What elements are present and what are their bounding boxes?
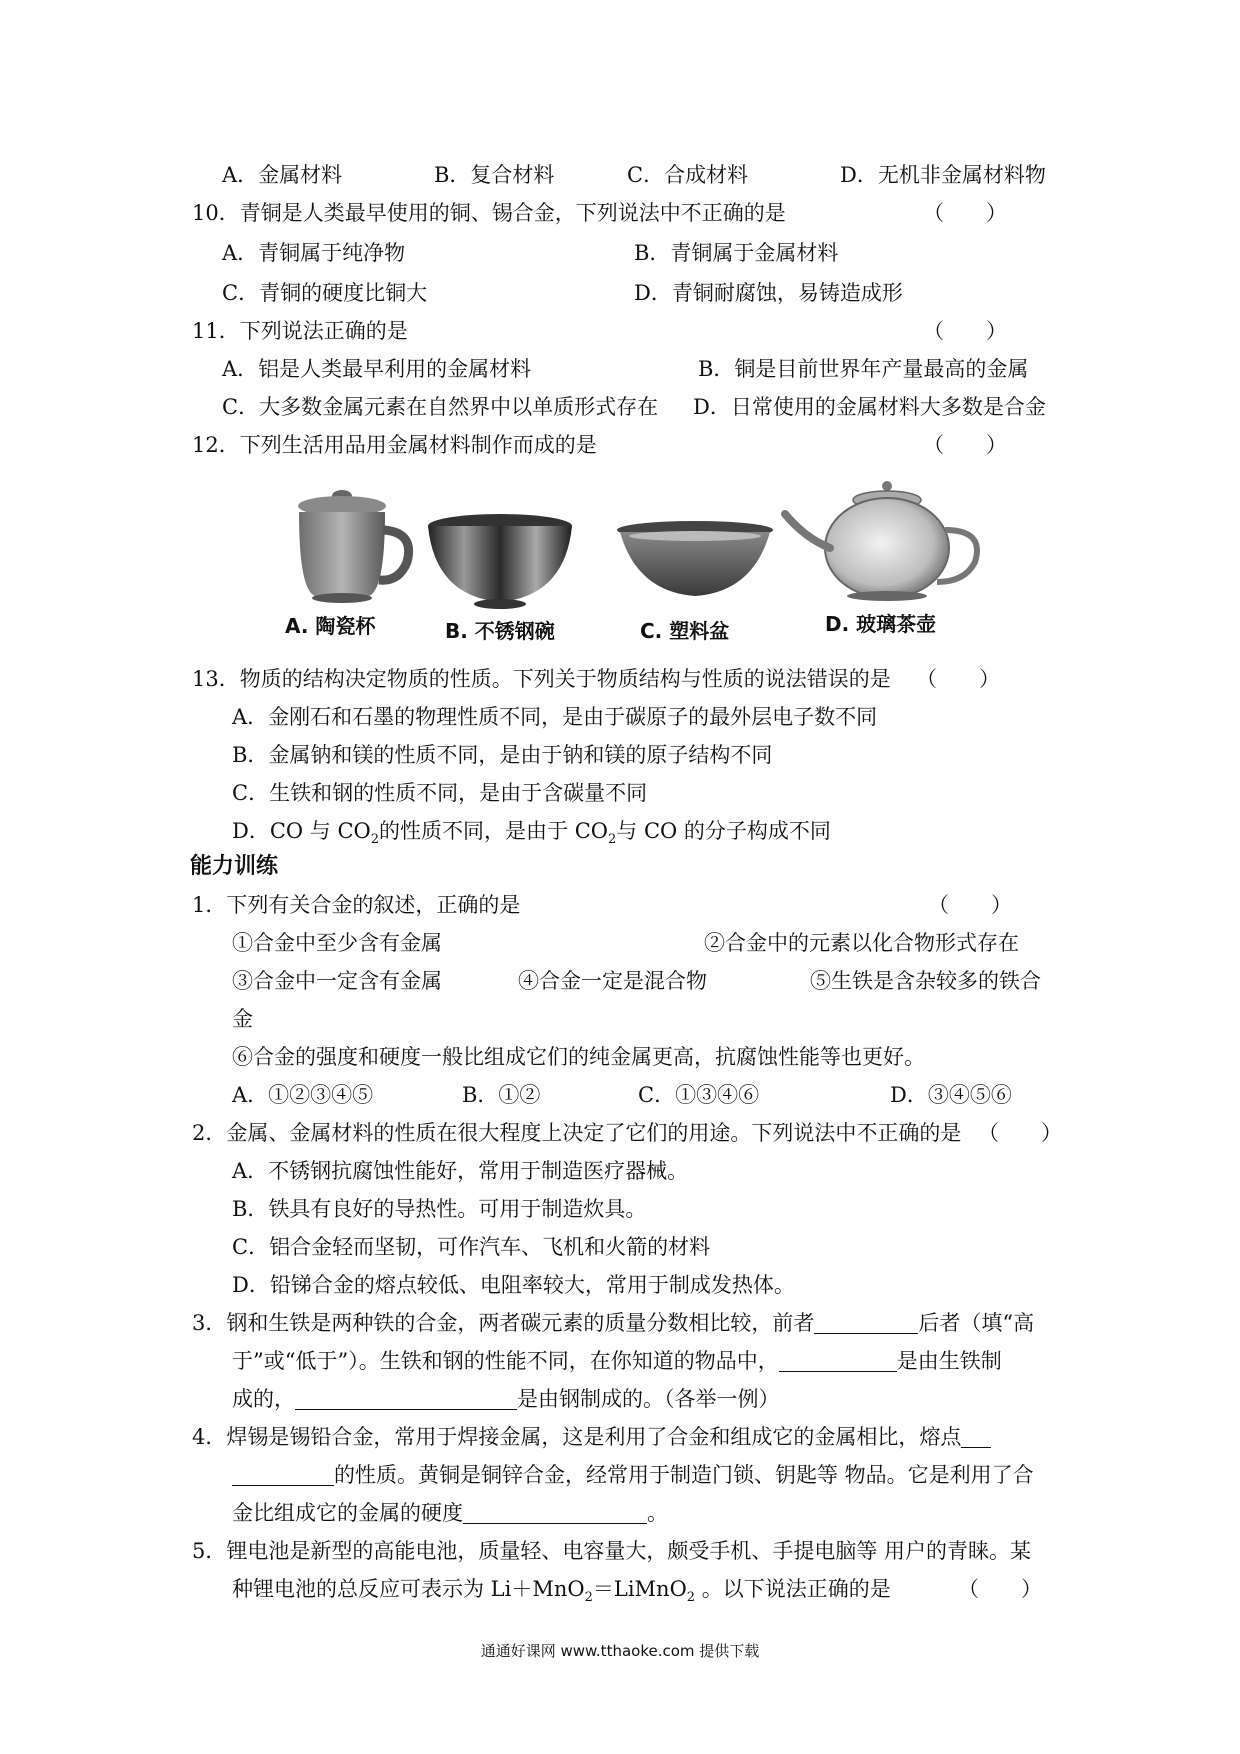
p1-answer-paren: （ ）	[928, 893, 1012, 917]
p1-statement-4: ④合金一定是混合物	[518, 969, 707, 993]
q12-answer-paren: （ ）	[923, 433, 1007, 457]
page-footer: 通通好课网 www.tthaoke.com 提供下载	[480, 1642, 760, 1660]
q10-option-d: D．青铜耐腐蚀，易铸造成形	[634, 281, 903, 305]
p1-statement-1: ①合金中至少含有金属	[232, 931, 442, 955]
q11-option-c: C．大多数金属元素在自然界中以单质形式存在	[222, 395, 659, 419]
p3-line-2: 于”或“低于”）。生铁和钢的性能不同，在你知道的物品中， 是由生铁制	[232, 1349, 1002, 1373]
p1-stem: 1．下列有关合金的叙述，正确的是	[192, 893, 521, 917]
p5-line-2: 种锂电池的总反应可表示为 Li＋MnO$_2$＝LiMnO$_2$ 。以下说法正确的是	[232, 1577, 891, 1606]
p3-blank-1[interactable]	[814, 1311, 918, 1334]
plastic-basin-image	[617, 521, 773, 596]
p3-line-3: 成的， 是由钢制成的。（各举一例）	[232, 1387, 780, 1411]
p2-option-d: D．铅锑合金的熔点较低、电阻率较大，常用于制成发热体。	[232, 1273, 795, 1297]
q11-option-d: D．日常使用的金属材料大多数是合金	[693, 395, 1046, 419]
q11-answer-paren: （ ）	[923, 319, 1007, 343]
p1-option-a: A．①②③④⑤	[232, 1083, 374, 1107]
q12-caption-b: B. 不锈钢碗	[445, 619, 555, 643]
q12-caption-c: C. 塑料盆	[640, 619, 730, 643]
q9-option-c: C．合成材料	[627, 163, 749, 187]
p3-blank-3[interactable]	[295, 1387, 517, 1410]
p1-option-d: D．③④⑤⑥	[890, 1083, 1012, 1107]
p1-statement-5: ⑤生铁是含杂较多的铁合	[810, 969, 1041, 993]
p4-blank-1b[interactable]	[232, 1463, 334, 1486]
q13-option-b: B．金属钠和镁的性质不同，是由于钠和镁的原子结构不同	[232, 743, 773, 767]
q10-option-a: A．青铜属于纯净物	[222, 241, 406, 265]
ceramic-cup-image	[298, 490, 409, 603]
q10-option-c: C．青铜的硬度比铜大	[222, 281, 428, 305]
p4-blank-1a[interactable]	[961, 1425, 991, 1448]
q11-option-b: B．铜是目前世界年产量最高的金属	[698, 357, 1029, 381]
q12-caption-d: D. 玻璃茶壶	[825, 612, 937, 636]
q9-option-a: A．金属材料	[222, 163, 343, 187]
section-title: 能力训练	[190, 854, 279, 879]
p4-line-1: 4．焊锡是锡铅合金，常用于焊接金属，这是利用了合金和组成它的金属相比，熔点	[192, 1422, 991, 1452]
q9-option-b: B．复合材料	[434, 163, 555, 187]
q11-option-a: A．铝是人类最早利用的金属材料	[222, 357, 532, 381]
p4-blank-2[interactable]	[463, 1501, 647, 1524]
p1-statement-3: ③合金中一定含有金属	[232, 969, 442, 993]
p5-answer-paren: （ ）	[958, 1577, 1042, 1601]
p2-option-a: A．不锈钢抗腐蚀性能好，常用于制造医疗器械。	[232, 1159, 689, 1183]
q13-answer-paren: （ ）	[916, 667, 1000, 691]
glass-teapot-image	[785, 481, 977, 601]
p1-option-b: B．①②	[462, 1083, 541, 1107]
p3-blank-2[interactable]	[779, 1349, 897, 1372]
q10-answer-paren: （ ）	[923, 201, 1007, 225]
p2-stem: 2．金属、金属材料的性质在很大程度上决定了它们的用途。下列说法中不正确的是	[192, 1121, 962, 1145]
q11-stem: 11．下列说法正确的是	[192, 319, 408, 343]
q10-option-b: B．青铜属于金属材料	[634, 241, 839, 265]
p5-line-1: 5．锂电池是新型的高能电池，质量轻、电容量大，颇受手机、手提电脑等 用户的青睐。某	[192, 1539, 1032, 1563]
q13-option-c: C．生铁和钢的性质不同，是由于含碳量不同	[232, 781, 648, 805]
q13-option-a: A．金刚石和石墨的物理性质不同，是由于碳原子的最外层电子数不同	[232, 705, 878, 729]
p2-answer-paren: （ ）	[978, 1121, 1062, 1145]
p2-option-b: B．铁具有良好的导热性。可用于制造炊具。	[232, 1197, 647, 1221]
p4-line-3: 金比组成它的金属的硬度 。	[232, 1501, 668, 1525]
q9-option-d: D．无机非金属材料物	[840, 163, 1046, 187]
p1-option-c: C．①③④⑥	[638, 1083, 760, 1107]
q10-stem: 10．青铜是人类最早使用的铜、锡合金，下列说法中不正确的是	[192, 201, 786, 225]
p1-statement-2: ②合金中的元素以化合物形式存在	[704, 931, 1019, 955]
p1-statement-5-cont: 金	[232, 1007, 253, 1031]
q13-option-d: D．CO 与 $CO_2$的性质不同，是由于 $CO_2$与 CO 的分子构成不同	[232, 819, 831, 848]
p1-statement-6: ⑥合金的强度和硬度一般比组成它们的纯金属更高，抗腐蚀性能等也更好。	[232, 1045, 925, 1069]
q12-figure	[285, 478, 985, 648]
p3-line-1: 3．钢和生铁是两种铁的合金，两者碳元素的质量分数相比较，前者 后者（填“高	[192, 1311, 1035, 1335]
q12-stem: 12．下列生活用品用金属材料制作而成的是	[192, 433, 597, 457]
p2-option-c: C．铝合金轻而坚韧，可作汽车、飞机和火箭的材料	[232, 1235, 711, 1259]
q12-caption-a: A. 陶瓷杯	[285, 614, 376, 638]
p4-line-2: 的性质。黄铜是铜锌合金，经常用于制造门锁、钥匙等 物品。它是利用了合	[232, 1460, 1034, 1490]
q13-stem: 13．物质的结构决定物质的性质。下列关于物质结构与性质的说法错误的是	[192, 667, 891, 691]
steel-bowl-image	[428, 514, 572, 609]
